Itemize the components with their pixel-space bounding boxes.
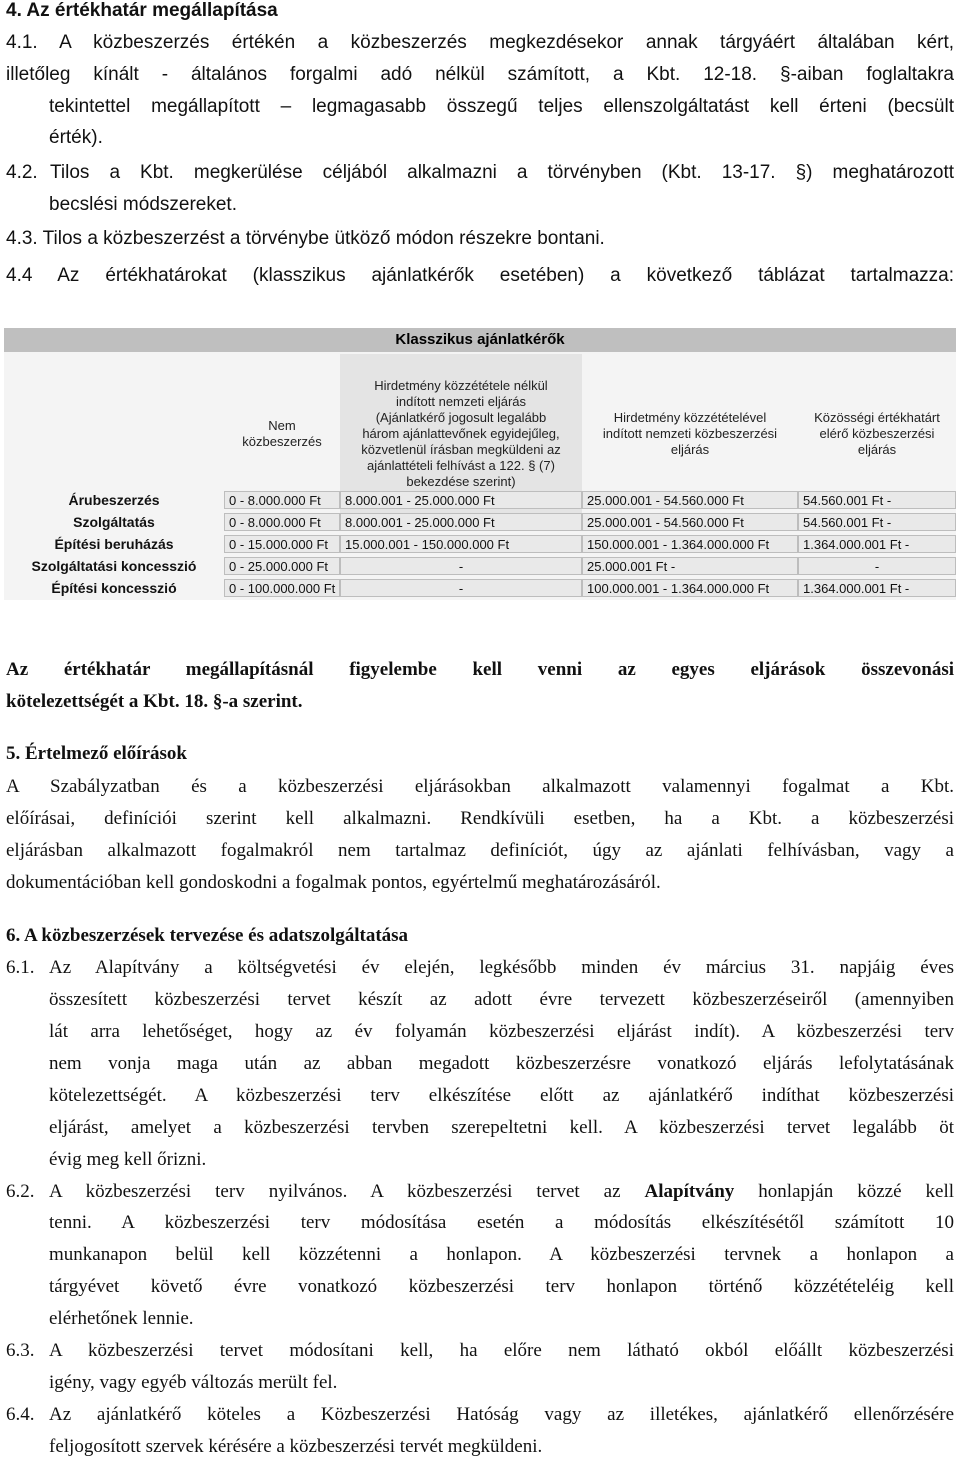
- table-row: [4, 556, 956, 576]
- table-cell: 8.000.001 - 25.000.000 Ft: [340, 513, 582, 531]
- p61-line5: kötelezettségét. A közbeszerzési terv elkészítése előtt az ajánlatkérő indíthat közbeszerzési: [49, 1085, 954, 1106]
- sec5-line2: előírásai, definíciói szerint kell alkalmazni. Rendkívüli esetben, ha a Kbt. a közbeszerzési: [6, 808, 954, 829]
- p42-number: 4.2.: [6, 162, 38, 183]
- p62-line1: [49, 1181, 954, 1203]
- table-row: [4, 578, 956, 598]
- table-cell: 150.000.001 - 1.364.000.000 Ft: [582, 535, 798, 553]
- table-cell: 1.364.000.001 Ft -: [798, 535, 956, 553]
- table-title: Klasszikus ajánlatkérők: [4, 328, 956, 352]
- table-cell: 8.000.001 - 25.000.000 Ft: [340, 491, 582, 509]
- table-row: [4, 512, 956, 532]
- note-line2: kötelezettségét a Kbt. 18. §-a szerint.: [6, 691, 303, 712]
- p64-number: 6.4.: [6, 1404, 35, 1425]
- p62-line1-pre: A közbeszerzési terv nyilvános. A közbeszerzési tervet az: [49, 1181, 621, 1202]
- table-cell: 25.000.001 - 54.560.000 Ft: [582, 513, 798, 531]
- row-label: Szolgáltatási koncesszió: [31, 558, 197, 574]
- p61-line1: Az Alapítvány a költségvetési év elején, legkésőbb minden év március 31. napjáig éves: [49, 957, 954, 978]
- p62-number: 6.2.: [6, 1181, 35, 1202]
- table-cell: 25.000.001 - 54.560.000 Ft: [582, 491, 798, 509]
- table-cell: 0 - 8.000.000 Ft: [224, 513, 340, 531]
- table-cell: 0 - 15.000.000 Ft: [224, 535, 340, 553]
- table-cell: 100.000.001 - 1.364.000.000 Ft: [582, 579, 798, 597]
- section-6-heading: 6. A közbeszerzések tervezése és adatszolgáltatása: [6, 925, 409, 946]
- p64-line1: Az ajánlatkérő köteles a Közbeszerzési Hatóság vagy az illetékes, ajánlatkérő ellenőrzésére: [49, 1404, 954, 1425]
- p41-line1: 4.1. A közbeszerzés értékén a közbeszerzés megkezdésekor annak tárgyáért általában kért,: [6, 32, 954, 53]
- col-header-text: Hirdetmény közzétételével indított nemzeti közbeszerzési eljárás: [602, 410, 778, 457]
- p42-line2: becslési módszereket.: [49, 194, 237, 215]
- p62-line2: tenni. A közbeszerzési terv módosítása esetén a módosítás elkészítésétől számított 10: [49, 1212, 954, 1233]
- p41-line4: érték).: [49, 127, 103, 148]
- p62-line5: elérhetőnek lennie.: [49, 1308, 194, 1329]
- p61-line3: lát arra lehetőséget, hogy az év folyamán közbeszerzési eljárást indít). A közbeszerzési terv: [49, 1021, 954, 1042]
- col-header-text: Nem közbeszerzés: [242, 418, 322, 449]
- table-cell: -: [798, 557, 956, 575]
- table-cell: 0 - 8.000.000 Ft: [224, 491, 340, 509]
- row-label: Építési koncesszió: [51, 580, 177, 596]
- table-cell: 15.000.001 - 150.000.000 Ft: [340, 535, 582, 553]
- p44: 4.4 Az értékhatárokat (klasszikus ajánlatkérők esetében) a következő táblázat tartalmazza:: [6, 265, 954, 286]
- p64-line2: feljogosított szervek kérésére a közbeszerzési tervét megküldeni.: [49, 1436, 543, 1457]
- p61-line6: eljárást, amelyet a közbeszerzési tervben szerepeltetni kell. A közbeszerzési tervet legalább öt: [49, 1117, 954, 1138]
- row-label: Szolgáltatás: [73, 514, 155, 530]
- section-4-heading: 4. Az értékhatár megállapítása: [6, 0, 278, 21]
- p62-line4: tárgyévet követő évre vonatkozó közbeszerzési terv honlapon történő közzétételéig kell: [49, 1276, 954, 1297]
- p43: 4.3. Tilos a közbeszerzést a törvénybe ütköző módon részekre bontani.: [6, 228, 605, 249]
- p41-line3: tekintettel megállapított – legmagasabb összegű teljes ellenszolgáltatást kell érteni (becsült: [49, 96, 954, 117]
- table-cell: 54.560.001 Ft -: [798, 491, 956, 509]
- note-line1: Az értékhatár megállapításnál figyelembe kell venni az egyes eljárások összevonási: [6, 659, 954, 680]
- table-cell: 25.000.001 Ft -: [582, 557, 798, 575]
- table-row: [4, 534, 956, 554]
- col-header-text: Hirdetmény közzététele nélkül indított nemzeti eljárás (Ajánlatkérő jogosult legalább három ajánlattevőnek egyidejűleg, közvetlenül írásban megküldeni az ajánlattételi felhívást a 122. § (7) bekezdése szerint): [361, 378, 561, 489]
- p62-line1-bold: Alapítvány: [644, 1181, 735, 1202]
- p62-line1-post: honlapján közzé kell: [758, 1181, 955, 1202]
- table-cell: -: [340, 579, 582, 597]
- p61-number: 6.1.: [6, 957, 35, 978]
- table-row: [4, 490, 956, 510]
- p63-line2: igény, vagy egyéb változás merült fel.: [49, 1372, 338, 1393]
- section-5-heading: 5. Értelmező előírások: [6, 743, 187, 764]
- p62-line3: munkanapon belül kell közzétenni a honlapon. A közbeszerzési tervnek a honlapon a: [49, 1244, 954, 1265]
- p41-line2: illetőleg kínált - általános forgalmi adó nélkül számított, a Kbt. 12-18. §-aiban foglaltakra: [6, 64, 954, 85]
- p61-line2: összesített közbeszerzési tervet készít az adott évre tervezett közbeszerzéseiről (amennyiben: [49, 989, 954, 1010]
- row-label: Építési beruházás: [54, 536, 174, 552]
- p42-line1: Tilos a Kbt. megkerülése céljából alkalmazni a törvényben (Kbt. 13-17. §) meghatározott: [50, 162, 954, 183]
- table-cell: 54.560.001 Ft -: [798, 513, 956, 531]
- col-header-text: Közösségi értékhatárt elérő közbeszerzési eljárás: [814, 410, 940, 457]
- p61-line7: évig meg kell őrizni.: [49, 1149, 207, 1170]
- table-cell: 0 - 25.000.000 Ft: [224, 557, 340, 575]
- table-cell: 0 - 100.000.000 Ft: [224, 579, 340, 597]
- p63-line1: A közbeszerzési tervet módosítani kell, ha előre nem látható okból előállt közbeszerzési: [49, 1340, 954, 1361]
- p63-number: 6.3.: [6, 1340, 35, 1361]
- sec5-line3: eljárásban alkalmazott fogalmakról nem tartalmaz definíciót, úgy az ajánlati felhívásban, vagy a: [6, 840, 954, 861]
- table-cell: -: [340, 557, 582, 575]
- row-label: Árubeszerzés: [68, 492, 160, 508]
- sec5-line1: A Szabályzatban és a közbeszerzési eljárásokban alkalmazott valamennyi fogalmat a Kbt.: [6, 776, 954, 797]
- sec5-line4: dokumentációban kell gondoskodni a fogalmak pontos, egyértelmű meghatározásáról.: [6, 872, 661, 893]
- value-threshold-table: [4, 328, 956, 600]
- p61-line4: nem vonja maga után az abban megadott közbeszerzésre vonatkozó eljárás lefolytatásának: [49, 1053, 954, 1074]
- table-cell: 1.364.000.001 Ft -: [798, 579, 956, 597]
